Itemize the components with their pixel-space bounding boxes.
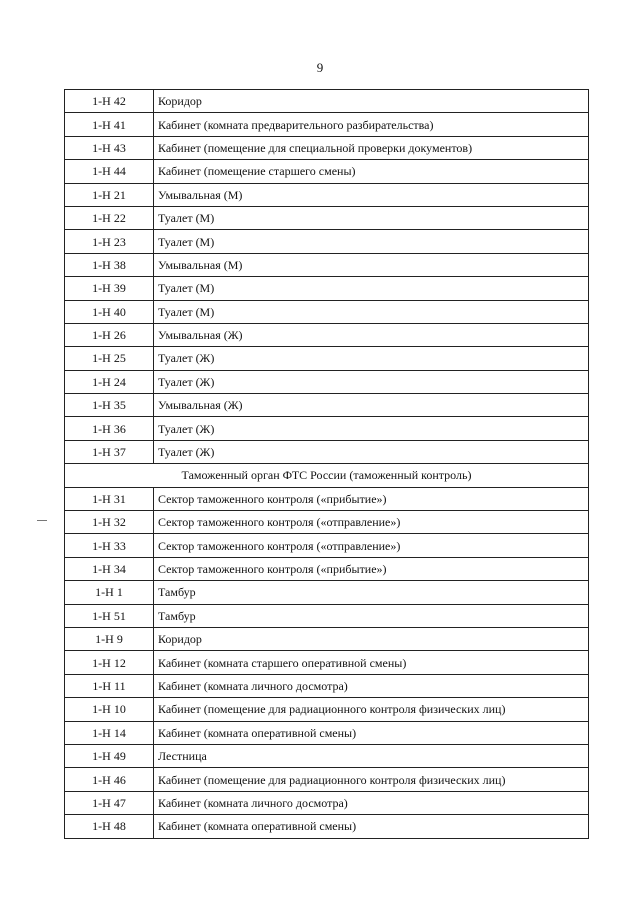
room-name-cell: Кабинет (помещение для специальной проверки документов) (154, 136, 589, 159)
room-name-cell: Туалет (Ж) (154, 417, 589, 440)
room-code-cell: 1-Н 40 (65, 300, 154, 323)
room-name-cell: Коридор (154, 90, 589, 113)
room-name-cell: Туалет (Ж) (154, 370, 589, 393)
table-row (65, 90, 589, 113)
room-code-cell: 1-Н 21 (65, 183, 154, 206)
room-name-cell: Сектор таможенного контроля («отправление») (154, 511, 589, 534)
table-row (65, 347, 589, 370)
table-row (65, 581, 589, 604)
table-row (65, 300, 589, 323)
room-name-cell: Умывальная (М) (154, 253, 589, 276)
room-code-cell: 1-Н 43 (65, 136, 154, 159)
table-row (65, 136, 589, 159)
room-code-cell: 1-Н 1 (65, 581, 154, 604)
room-code-cell: 1-Н 46 (65, 768, 154, 791)
table-row (65, 627, 589, 650)
room-name-cell: Кабинет (комната личного досмотра) (154, 791, 589, 814)
table-row (65, 604, 589, 627)
room-name-cell: Кабинет (комната старшего оперативной смены) (154, 651, 589, 674)
room-name-cell: Туалет (М) (154, 300, 589, 323)
room-code-cell: 1-Н 14 (65, 721, 154, 744)
room-code-cell: 1-Н 36 (65, 417, 154, 440)
room-name-cell: Умывальная (Ж) (154, 323, 589, 346)
room-code-cell: 1-Н 10 (65, 698, 154, 721)
room-name-cell: Коридор (154, 627, 589, 650)
table-row (65, 651, 589, 674)
room-code-cell: 1-Н 32 (65, 511, 154, 534)
room-name-cell: Кабинет (помещение для радиационного контроля физических лиц) (154, 698, 589, 721)
room-code-cell: 1-Н 48 (65, 815, 154, 838)
room-code-cell: 1-Н 24 (65, 370, 154, 393)
room-code-cell: 1-Н 49 (65, 744, 154, 767)
room-code-cell: 1-Н 31 (65, 487, 154, 510)
room-code-cell: 1-Н 25 (65, 347, 154, 370)
page-number: 9 (316, 60, 324, 75)
room-code-cell: 1-Н 47 (65, 791, 154, 814)
room-name-cell: Туалет (М) (154, 277, 589, 300)
room-name-cell: Тамбур (154, 604, 589, 627)
table-row (65, 721, 589, 744)
room-code-cell: 1-Н 37 (65, 440, 154, 463)
room-name-cell: Умывальная (Ж) (154, 394, 589, 417)
margin-mark (37, 520, 47, 521)
table-row (65, 206, 589, 229)
room-code-cell: 1-Н 22 (65, 206, 154, 229)
section-title: Таможенный орган ФТС России (таможенный контроль) (65, 464, 589, 487)
room-code-cell: 1-Н 44 (65, 160, 154, 183)
table-row (65, 323, 589, 346)
table-row (65, 815, 589, 838)
table-row (65, 183, 589, 206)
table-row (65, 698, 589, 721)
room-name-cell: Кабинет (комната оперативной смены) (154, 815, 589, 838)
room-code-cell: 1-Н 51 (65, 604, 154, 627)
table-row (65, 744, 589, 767)
room-name-cell: Туалет (М) (154, 206, 589, 229)
table-row (65, 511, 589, 534)
room-name-cell: Туалет (Ж) (154, 347, 589, 370)
table-row (65, 230, 589, 253)
table-row (65, 417, 589, 440)
table-row (65, 557, 589, 580)
room-name-cell: Кабинет (помещение для радиационного контроля физических лиц) (154, 768, 589, 791)
table-row (65, 113, 589, 136)
room-name-cell: Сектор таможенного контроля («прибытие») (154, 557, 589, 580)
table-row (65, 277, 589, 300)
room-name-cell: Сектор таможенного контроля («отправление») (154, 534, 589, 557)
table-row (65, 674, 589, 697)
room-name-cell: Тамбур (154, 581, 589, 604)
table-row (65, 487, 589, 510)
room-code-cell: 1-Н 42 (65, 90, 154, 113)
room-code-cell: 1-Н 33 (65, 534, 154, 557)
table-row (65, 440, 589, 463)
table-row (65, 253, 589, 276)
table-row (65, 768, 589, 791)
room-code-cell: 1-Н 34 (65, 557, 154, 580)
room-code-cell: 1-Н 23 (65, 230, 154, 253)
room-name-cell: Лестница (154, 744, 589, 767)
room-name-cell: Кабинет (комната оперативной смены) (154, 721, 589, 744)
room-name-cell: Сектор таможенного контроля («прибытие») (154, 487, 589, 510)
room-name-cell: Туалет (Ж) (154, 440, 589, 463)
room-code-cell: 1-Н 12 (65, 651, 154, 674)
table-row (65, 370, 589, 393)
room-code-cell: 1-Н 11 (65, 674, 154, 697)
room-name-cell: Кабинет (комната личного досмотра) (154, 674, 589, 697)
table-row (65, 160, 589, 183)
room-code-cell: 1-Н 39 (65, 277, 154, 300)
room-code-cell: 1-Н 9 (65, 627, 154, 650)
table-row (65, 791, 589, 814)
room-name-cell: Кабинет (комната предварительного разбирательства) (154, 113, 589, 136)
room-name-cell: Умывальная (М) (154, 183, 589, 206)
room-name-cell: Кабинет (помещение старшего смены) (154, 160, 589, 183)
room-name-cell: Туалет (М) (154, 230, 589, 253)
section-header-row (65, 464, 589, 487)
premises-table (64, 89, 589, 839)
room-code-cell: 1-Н 38 (65, 253, 154, 276)
room-code-cell: 1-Н 26 (65, 323, 154, 346)
room-code-cell: 1-Н 35 (65, 394, 154, 417)
room-code-cell: 1-Н 41 (65, 113, 154, 136)
premises-table-body (65, 90, 589, 839)
table-row (65, 534, 589, 557)
table-row (65, 394, 589, 417)
